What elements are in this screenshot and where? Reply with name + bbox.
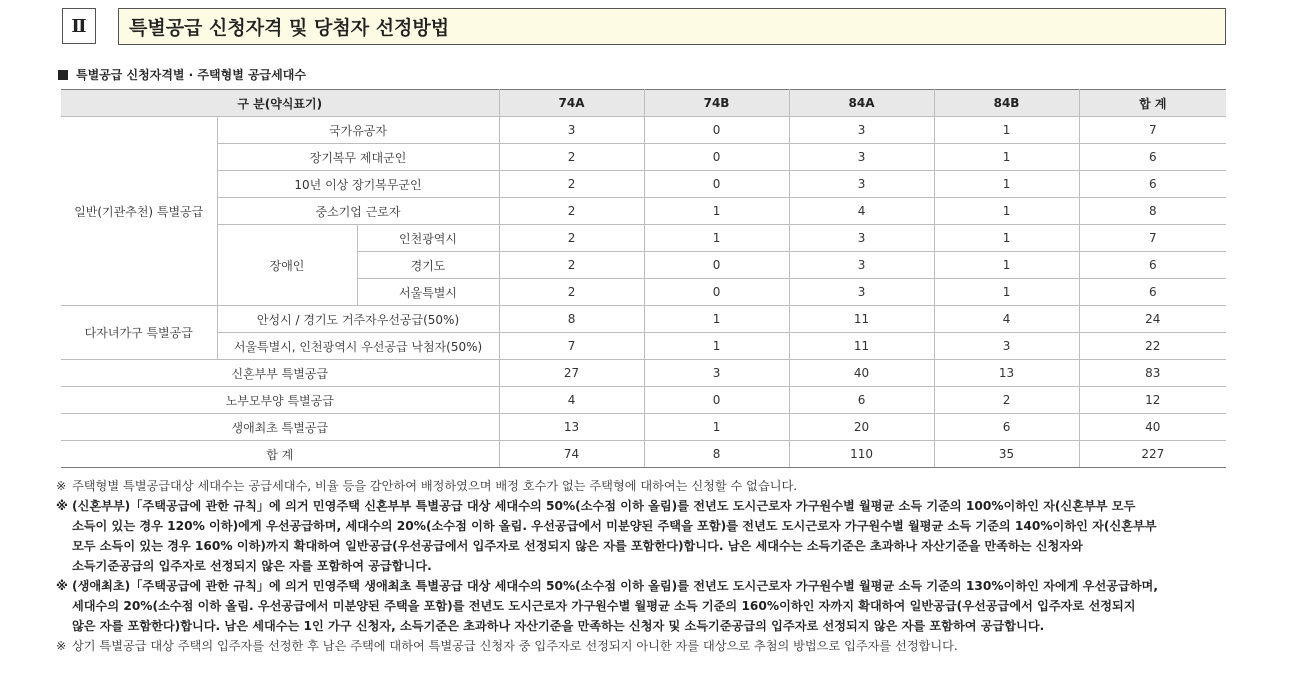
note-line: 소득기준공급의 입주자로 선정되지 않은 자를 포함하여 공급합니다.: [72, 559, 432, 573]
row-label: 노부모부양 특별공급: [61, 387, 499, 414]
cell-value: 3: [789, 252, 934, 279]
cell-value: 2: [934, 387, 1079, 414]
cell-total: 40: [1079, 414, 1226, 441]
cell-value: 7: [499, 333, 644, 360]
subgroup-disabled-label: 장애인: [217, 225, 357, 306]
cell-value: 4: [789, 198, 934, 225]
cell-total: 6: [1079, 252, 1226, 279]
cell-value: 40: [789, 360, 934, 387]
cell-value: 2: [499, 225, 644, 252]
cell-value: 1: [644, 225, 789, 252]
total-row-label: 합 계: [61, 441, 499, 468]
cell-value: 0: [644, 252, 789, 279]
cell-value: 3: [789, 279, 934, 306]
table-row: [61, 117, 1226, 144]
cell-value: 13: [499, 414, 644, 441]
table-header-row: [61, 90, 1226, 117]
cell-value: 1: [934, 171, 1079, 198]
cell-value: 3: [789, 117, 934, 144]
cell-value: 1: [934, 117, 1079, 144]
cell-value: 8: [644, 441, 789, 468]
cell-total: 8: [1079, 198, 1226, 225]
cell-value: 74: [499, 441, 644, 468]
cell-value: 0: [644, 279, 789, 306]
cell-total: 227: [1079, 441, 1226, 468]
cell-value: 6: [789, 387, 934, 414]
cell-value: 1: [644, 198, 789, 225]
row-label: 장기복무 제대군인: [217, 144, 499, 171]
cell-value: 1: [934, 198, 1079, 225]
cell-value: 1: [934, 279, 1079, 306]
note-line: 주택형별 특별공급대상 세대수는 공급세대수, 비율 등을 감안하여 배정하였으며 배정 호수가 없는 주택형에 대하여는 신청할 수 없습니다.: [72, 479, 798, 493]
cell-value: 11: [789, 306, 934, 333]
header-total: 합 계: [1079, 90, 1226, 117]
cell-total: 6: [1079, 144, 1226, 171]
cell-value: 35: [934, 441, 1079, 468]
table-row: [61, 144, 1226, 171]
table-row: [61, 387, 1226, 414]
note-item: [56, 496, 1246, 576]
section-number: Ⅱ: [62, 8, 96, 44]
note-item: [56, 576, 1246, 636]
cell-value: 13: [934, 360, 1079, 387]
row-label: 국가유공자: [217, 117, 499, 144]
header-category: 구 분(약식표기): [61, 90, 499, 117]
note-item: [56, 636, 1246, 656]
note-line: 상기 특별공급 대상 주택의 입주자를 선정한 후 남은 주택에 대하여 특별공급 신청자 중 입주자로 선정되지 아니한 자를 대상으로 추첨의 방법으로 입주자를 선정합니다.: [72, 639, 958, 653]
cell-total: 7: [1079, 225, 1226, 252]
cell-value: 3: [789, 144, 934, 171]
row-label: 안성시 / 경기도 거주자우선공급(50%): [217, 306, 499, 333]
cell-value: 1: [644, 333, 789, 360]
cell-total: 6: [1079, 279, 1226, 306]
reference-mark-icon: ※: [56, 639, 67, 653]
cell-value: 0: [644, 117, 789, 144]
table-row: [61, 306, 1226, 333]
note-item: [56, 476, 1246, 496]
subtitle-text: 특별공급 신청자격별 · 주택형별 공급세대수: [76, 68, 306, 82]
note-line: 소득이 있는 경우 120% 이하)에게 우선공급하며, 세대수의 20%(소수점 이하 올림. 우선공급에서 미분양된 주택을 포함)를 전년도 도시근로자 가구원수별 월평균 소득 기준의 140%이하인 자(신혼부부: [72, 519, 1157, 533]
reference-mark-icon: ※: [56, 579, 68, 593]
row-label: 10년 이상 장기복무군인: [217, 171, 499, 198]
header-type: 74B: [644, 90, 789, 117]
cell-value: 2: [499, 171, 644, 198]
section-title: 특별공급 신청자격 및 당첨자 선정방법: [118, 8, 1226, 45]
cell-total: 24: [1079, 306, 1226, 333]
row-label: 생애최초 특별공급: [61, 414, 499, 441]
table-row: [61, 333, 1226, 360]
cell-value: 1: [934, 252, 1079, 279]
note-line: (생애최초)「주택공급에 관한 규칙」에 의거 민영주택 생애최초 특별공급 대상 세대수의 50%(소수점 이하 올림)를 전년도 도시근로자 가구원수별 월평균 소득 기준의 130%이하인 자에게 우선공급하며,: [72, 579, 1158, 593]
cell-value: 2: [499, 144, 644, 171]
cell-value: 2: [499, 198, 644, 225]
cell-value: 1: [934, 225, 1079, 252]
cell-value: 1: [644, 306, 789, 333]
cell-value: 11: [789, 333, 934, 360]
note-line: 세대수의 20%(소수점 이하 올림. 우선공급에서 미분양된 주택을 포함)를 전년도 도시근로자 가구원수별 월평균 소득 기준의 160%이하인 자까지 확대하여 일반공급(우선공급에서 입주자로 선정되지: [72, 599, 1136, 613]
cell-total: 7: [1079, 117, 1226, 144]
cell-value: 0: [644, 144, 789, 171]
table-row: [61, 360, 1226, 387]
row-label: 서울특별시: [357, 279, 499, 306]
cell-value: 110: [789, 441, 934, 468]
cell-value: 27: [499, 360, 644, 387]
note-line: (신혼부부)「주택공급에 관한 규칙」에 의거 민영주택 신혼부부 특별공급 대상 세대수의 50%(소수점 이하 올림)를 전년도 도시근로자 가구원수별 월평균 소득 기준의 100%이하인 자(신혼부부 모두: [72, 499, 1136, 513]
reference-mark-icon: ※: [56, 479, 67, 493]
header-type: 84A: [789, 90, 934, 117]
cell-value: 3: [934, 333, 1079, 360]
supply-table: [61, 89, 1226, 468]
table-row: [61, 198, 1226, 225]
notes-section: [56, 476, 1246, 656]
cell-total: 12: [1079, 387, 1226, 414]
cell-value: 3: [644, 360, 789, 387]
cell-value: 1: [644, 414, 789, 441]
cell-total: 22: [1079, 333, 1226, 360]
cell-value: 2: [499, 279, 644, 306]
header-type: 74A: [499, 90, 644, 117]
cell-value: 20: [789, 414, 934, 441]
cell-value: 3: [789, 225, 934, 252]
cell-value: 3: [499, 117, 644, 144]
cell-value: 3: [789, 171, 934, 198]
square-bullet-icon: [58, 70, 68, 80]
reference-mark-icon: ※: [56, 499, 68, 513]
cell-value: 0: [644, 171, 789, 198]
cell-value: 1: [934, 144, 1079, 171]
group-general-label: 일반(기관추천) 특별공급: [61, 117, 217, 306]
cell-value: 4: [934, 306, 1079, 333]
cell-value: 8: [499, 306, 644, 333]
header-type: 84B: [934, 90, 1079, 117]
row-label: 경기도: [357, 252, 499, 279]
row-label: 신혼부부 특별공급: [61, 360, 499, 387]
cell-value: 0: [644, 387, 789, 414]
note-line: 모두 소득이 있는 경우 160% 이하)까지 확대하여 일반공급(우선공급에서 입주자로 선정되지 않은 자를 포함한다)합니다. 남은 세대수는 소득기준은 초과하나 자산기준을 만족하는 신청자와: [72, 539, 1083, 553]
table-subtitle: [58, 66, 306, 83]
group-multichild-label: 다자녀가구 특별공급: [61, 306, 217, 360]
row-label: 중소기업 근로자: [217, 198, 499, 225]
table-row: [61, 225, 1226, 252]
row-label: 인천광역시: [357, 225, 499, 252]
cell-value: 2: [499, 252, 644, 279]
cell-value: 4: [499, 387, 644, 414]
cell-total: 6: [1079, 171, 1226, 198]
table-row: [61, 414, 1226, 441]
cell-total: 83: [1079, 360, 1226, 387]
table-total-row: [61, 441, 1226, 468]
table-row: [61, 171, 1226, 198]
row-label: 서울특별시, 인천광역시 우선공급 낙첨자(50%): [217, 333, 499, 360]
note-line: 않은 자를 포함한다)합니다. 남은 세대수는 1인 가구 신청자, 소득기준은 초과하나 자산기준을 만족하는 신청자 및 소득기준공급의 입주자로 선정되지 않은 자를 포함하여 공급합니다.: [72, 619, 1045, 633]
cell-value: 6: [934, 414, 1079, 441]
